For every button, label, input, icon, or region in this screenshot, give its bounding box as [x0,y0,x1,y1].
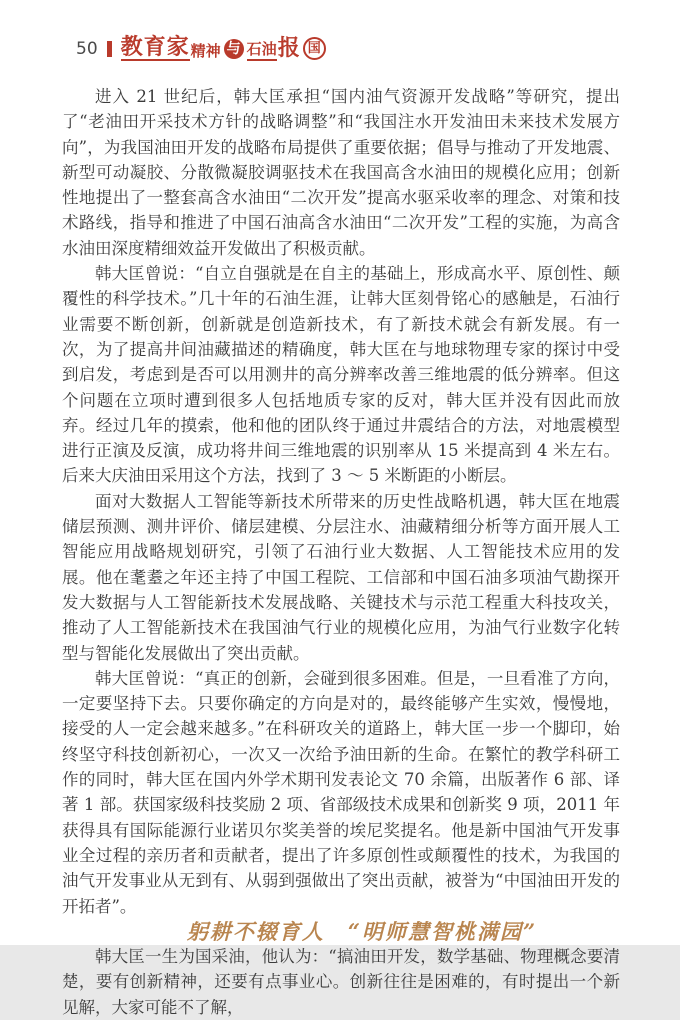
logo-text-jiaoyujia: 教育家 [120,34,190,60]
logo-text-jingshen: 精神 [190,42,221,60]
header-divider-bar [107,41,112,57]
paragraph-1: 进入 21 世纪后，韩大匡承担“国内油气资源开发战略”等研究，提出了“老油田开采技术方针的战略调整”和“我国注水开发油田未来技术发展方向”，为我国油田开发的战略布局提供了重要依据；倡导与推动了开发地震、新型可动凝胶、分散微凝胶调驱技术在我国高含水油田的规模化应用；创新性地提出了一整套高含水油田“二次开发”提高水驱采收率的理念、对策和技术路线，指导和推进了中国石油高含水油田“二次开发”工程的实施，为高含水油田深度精细效益开发做出了积极贡献。 [62,87,620,258]
logo-guo-circled: 国 [303,37,326,60]
page-body [62,84,620,1020]
logo-yu-circle-badge: 与 [224,39,244,59]
paragraph-2: 韩大匡曾说：“自立自强就是在自主的基础上，形成高水平、原创性、颠覆性的科学技术。”几十年的石油生涯，让韩大匡刻骨铭心的感触是，石油行业需要不断创新，创新就是创造新技术，有了新技术就会有新发展。有一次，为了提高井间油藏描述的精确度，韩大匡在与地球物理专家的探讨中受到启发，考虑到是否可以用测井的高分辨率改善三维地震的低分辨率。但这个问题在立项时遭到很多人包括地质专家的反对，韩大匡并没有因此而放弃。经过几年的摸索，他和他的团队终于通过井震结合的方法，对地震模型进行正演及反演，成功将井间三维地震的识别率从 15 米提高到 4 米左右。后来大庆油田采用这个方法，找到了 3 ～ 5 米断距的小断层。 [62,264,620,486]
section-heading: 躬耕不辍育人 “明师慧智桃满园” [186,918,538,944]
paragraph-4: 韩大匡曾说：“真正的创新，会碰到很多困难。但是，一旦看准了方向，一定要坚持下去。只要你确定的方向是对的，最终能够产生实效，慢慢地，接受的人一定会越来越多。”在科研攻关的道路上，韩大匡一步一个脚印，始终坚守科技创新初心，一次又一次给予油田新的生命。在繁忙的教学科研工作的同时，韩大匡在国内外学术期刊发表论文 70 余篇，出版著作 6 部、译著 1 部。获国家级科技奖励 2 项、省部级技术成果和创新奖 9 项，2011 年获得具有国际能源行业诺贝尔奖美誉的埃尼奖提名。他是新中国油气开发事业全过程的亲历者和贡献者，提出了许多原创性或颠覆性的技术，为我国的油气开发事业从无到有、从弱到强做出了突出贡献，被誉为“中国油田开发的开拓者”。 [62,668,620,916]
paragraph-3: 面对大数据人工智能等新技术所带来的历史性战略机遇，韩大匡在地震储层预测、测井评价、储层建模、分层注水、油藏精细分析等方面开展人工智能应用战略规划研究，引领了石油行业大数据、人工智能技术应用的发展。他在耄耋之年还主持了中国工程院、工信部和中国石油多项油气勘探开发大数据与人工智能新技术发展战略、关键技术与示范工程重大科技攻关，推动了人工智能新技术在我国油气行业的规模化应用，为油气行业数字化转型与智能化发展做出了突出贡献。 [62,491,620,663]
logo-text-bao: 报 [277,35,301,61]
page-number: 50 [76,38,98,59]
closing-paragraph: 韩大匡一生为国采油，他认为：“搞油田开发，数学基础、物理概念要清楚，要有创新精神，还要有点事业心。创新往往是困难的，有时提出一个新见解，大家可能不了解， [62,947,620,1017]
book-title-logo [121,36,326,61]
page-header [76,36,326,61]
logo-text-shiyou: 石油 [247,42,277,61]
